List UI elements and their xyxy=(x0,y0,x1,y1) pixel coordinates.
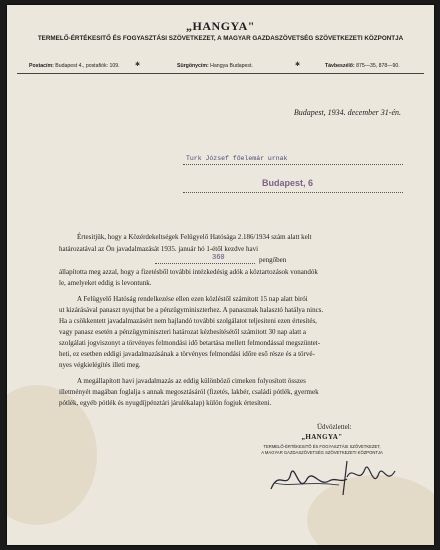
body-line: pengőben xyxy=(259,256,287,264)
contact-phone xyxy=(325,63,400,69)
body-line: heti, ez esetben eddigi javadalmazásának a törvényes felmondási időre eső része és a törvé- xyxy=(59,350,315,358)
handwritten-signature-2 xyxy=(339,455,399,499)
contact-label: Sürgönycím: xyxy=(177,63,209,69)
body-line: illetményét magában foglalja s annak megosztásáról (fizetés, lakbér, családi pótlék, gyermek xyxy=(59,388,319,396)
body-line: Ha a csökkentett javadalmazásért nem hajlandó további szolgálatot teljesiteni ezen értesítés, xyxy=(59,317,317,325)
signature-org-name: „HANGYA" xyxy=(301,433,343,441)
body-line: A Felügyelő Hatóság rendelkezése ellen ezen közléstől számitott 15 nap alatt birói xyxy=(77,295,308,303)
handwritten-signature-1 xyxy=(269,461,349,501)
body-line: Értesitjük, hogy a Közérdekeltségek Felügyelő Hatósága 2.186/1934 szám alatt kelt xyxy=(77,233,312,241)
header-rule xyxy=(17,73,424,74)
separator-star-icon: ✱ xyxy=(295,62,301,68)
body-line: A megállapított havi javadalmazás az eddig különböző cimeken folyosított összes xyxy=(77,377,306,385)
body-line: nyes végkielégítés illeti meg. xyxy=(59,361,141,369)
closing-greeting: Üdvözlettel: xyxy=(317,423,352,431)
body-line: határozatával az Ön javadalmazását 1935. január hó 1-étől kezdve havi xyxy=(59,245,259,253)
body-line: pótlék, egyéb pótlék és nyugdíjpénztári járulékalap) külön fogjuk értesíteni. xyxy=(59,399,272,407)
letter-sheet xyxy=(7,5,434,545)
letterhead-subtitle: TERMELŐ-ÉRTÉKESITŐ ÉS FOGYASZTÁSI SZÖVETKEZET, A MAGYAR GAZDASZÖVETSÉG SZÖVETKEZETI KÖZPONTJA xyxy=(37,35,404,42)
contact-value: Hangya Budapest. xyxy=(210,63,253,69)
amount-dotted-line xyxy=(155,263,255,264)
separator-star-icon: ✱ xyxy=(135,62,141,68)
body-line: le, amelyeket eddig is levontunk. xyxy=(59,279,152,287)
address-dotted-line xyxy=(183,164,403,165)
address-stamp: Budapest, 6 xyxy=(262,178,314,188)
contact-label: Postacím: xyxy=(29,63,54,69)
body-line: állapította meg azzal, hogy a fizetésből további intézkedésig adók a köztartozások vonandók xyxy=(59,268,318,276)
contact-value: 875—35, 878—90. xyxy=(356,63,400,69)
contact-telegraph xyxy=(177,63,253,69)
contact-value: Budapest 4., postafiók: 109. xyxy=(55,63,120,69)
letterhead-title: „HANGYA" xyxy=(186,19,255,33)
body-line: ut kizárásával panaszt nyujthat be a pénzügyminiszterhez. A panasznak halasztó hatálya nincs. xyxy=(59,306,324,314)
contact-postal xyxy=(29,63,120,69)
body-line: szolgálati jogviszonyt a törvényes felmondási idő betartása mellett felmondással megszüntet- xyxy=(59,339,321,347)
contact-label: Távbeszélő: xyxy=(325,63,355,69)
signature-org-sub: A MAGYAR GAZDASZÖVETSÉG SZÖVETKEZETI KÖZPONTJA xyxy=(261,450,383,455)
typed-amount: 360 xyxy=(212,254,225,262)
letter-date: Budapest, 1934. december 31-én. xyxy=(293,108,401,117)
address-dotted-line xyxy=(183,192,403,193)
recipient-name: Turk József főelemár urnak xyxy=(186,155,288,162)
signature-org-sub: TERMELŐ-ÉRTÉKESITŐ ÉS FOGYASZTÁSI SZÖVETKEZET, xyxy=(263,444,381,449)
body-line: vagy panasz esetén a pénzügyminiszteri határozat kézbesítésétől számitott 30 nap alatt a xyxy=(59,328,307,336)
